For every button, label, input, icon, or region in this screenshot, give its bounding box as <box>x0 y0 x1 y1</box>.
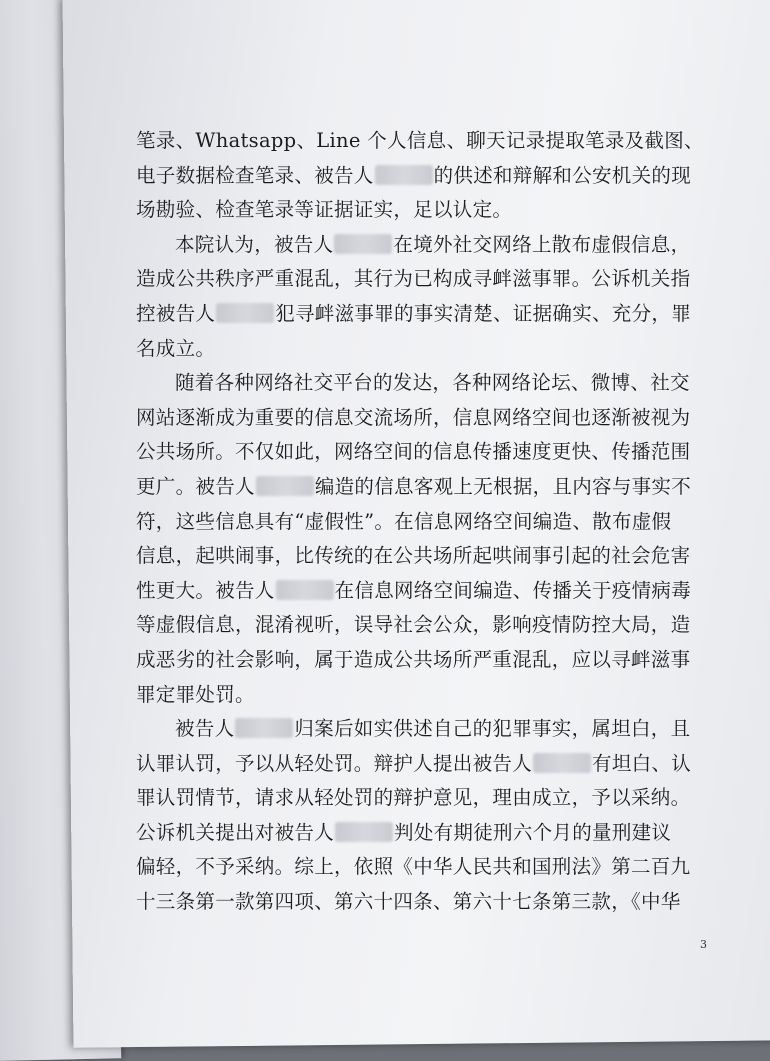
text-line <box>136 747 726 782</box>
text-line <box>136 608 726 643</box>
text-line <box>136 228 726 263</box>
line-text: 更广。被告人 <box>136 474 255 498</box>
redacted-name <box>235 718 293 738</box>
line-text: 控被告人 <box>136 301 216 325</box>
line-text: 等虚假信息，混淆视听，误导社会公众，影响疫情防控大局，造 <box>136 613 691 637</box>
line-text: 本院认为，被告人 <box>175 232 334 256</box>
line-text: 符，这些信息具有“虚假性”。在信息网络空间编造、散布虚假 <box>136 509 672 533</box>
text-line <box>136 505 726 540</box>
line-text-after: 判处有期徒刑六个月的量刑建议 <box>394 820 672 844</box>
redacted-name <box>216 303 274 323</box>
line-text: 罪认罚情节，请求从轻处罚的辩护意见，理由成立，予以采纳。 <box>136 786 691 810</box>
text-line <box>136 643 726 678</box>
line-text: 造成公共秩序严重混乱，其行为已构成寻衅滋事罪。公诉机关指 <box>136 267 691 291</box>
line-text: 网站逐渐成为重要的信息交流场所，信息网络空间也逐渐被视为 <box>136 405 691 429</box>
line-text: 公共场所。不仅如此，网络空间的信息传播速度更快、传播范围 <box>136 440 691 464</box>
text-line <box>136 401 726 436</box>
line-text: 性更大。被告人 <box>136 578 275 602</box>
line-text: 罪定罪处罚。 <box>136 682 255 706</box>
judgment-text <box>136 124 726 920</box>
line-text: 公诉机关提出对被告人 <box>136 820 335 844</box>
line-text-after: 犯寻衅滋事罪的事实清楚、证据确实、充分，罪 <box>275 301 692 325</box>
line-text: 场勘验、检查笔录等证据证实，足以认定。 <box>136 198 513 222</box>
redacted-name <box>334 234 392 254</box>
redacted-name <box>375 165 433 185</box>
redacted-name <box>256 476 314 496</box>
line-text-after: 有坦白、认 <box>592 751 692 775</box>
page-number: 3 <box>700 938 707 951</box>
text-line <box>136 193 726 228</box>
line-text-after: 编造的信息客观上无根据，且内容与事实不 <box>314 474 692 498</box>
line-text: 笔录、Whatsapp、Line 个人信息、聊天记录提取笔录及截图、 <box>136 129 704 152</box>
line-text: 偏轻，不予采纳。综上，依照《中华人民共和国刑法》第二百九 <box>136 855 691 879</box>
text-line <box>136 678 726 713</box>
text-line <box>136 297 726 332</box>
redacted-name <box>533 753 591 773</box>
text-line <box>136 262 726 297</box>
text-line <box>136 159 726 194</box>
text-line <box>136 712 726 747</box>
text-line <box>136 850 726 885</box>
line-text: 被告人 <box>175 717 235 741</box>
text-line <box>136 885 726 920</box>
line-text: 电子数据检查笔录、被告人 <box>136 163 374 187</box>
line-text-after: 归案后如实供述自己的犯罪事实，属坦白，且 <box>294 717 691 741</box>
line-text: 随着各种网络社交平台的发达，各种网络论坛、微博、社交 <box>175 371 690 395</box>
line-text-after: 的供述和辩解和公安机关的现 <box>433 163 692 187</box>
line-text: 成恶劣的社会影响，属于造成公共场所严重混乱，应以寻衅滋事 <box>136 647 691 671</box>
redacted-name <box>276 580 334 600</box>
text-line <box>136 781 726 816</box>
line-text: 信息，起哄闹事，比传统的在公共场所起哄闹事引起的社会危害 <box>136 544 691 568</box>
text-line <box>136 470 726 505</box>
line-text-after: 在境外社交网络上散布虚假信息， <box>393 232 691 256</box>
line-text: 十三条第一款第四项、第六十四条、第六十七条第三款，《中华 <box>136 890 681 914</box>
text-line <box>136 124 726 159</box>
text-line <box>136 332 726 367</box>
text-line <box>136 574 726 609</box>
line-text: 认罪认罚，予以从轻处罚。辩护人提出被告人 <box>136 751 533 775</box>
line-text: 名成立。 <box>136 336 216 360</box>
text-line <box>136 816 726 851</box>
redacted-name <box>335 822 393 842</box>
text-line <box>136 366 726 401</box>
text-line <box>136 435 726 470</box>
line-text-after: 在信息网络空间编造、传播关于疫情病毒 <box>334 578 692 602</box>
text-line <box>136 539 726 574</box>
